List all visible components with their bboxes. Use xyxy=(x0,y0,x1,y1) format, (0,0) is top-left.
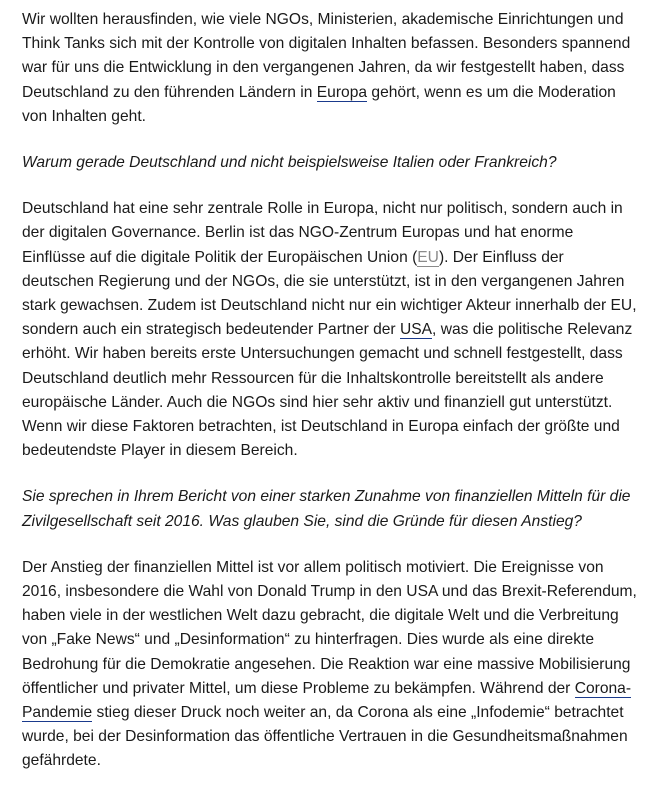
paragraph-text: Der Anstieg der finanziellen Mittel ist vor allem politisch motiviert. Die Ereignisse von 2016, insbesondere die Wahl von Donald Trump in den USA und das Brexit-Referendum, haben viele in der westlichen Welt dazu gebracht, die digitale Welt und die Verbreitung von „Fake News“ und „Desinformation“ zu hinterfragen. Dies wurde als eine direkte Bedrohung für die Demokratie angesehen. Die Reaktion war eine massive Mobilisierung öffentlicher und privater Mittel, um diese Probleme zu bekämpfen. Während der xyxy=(22,558,637,697)
link-europa[interactable]: Europa xyxy=(316,83,368,101)
paragraph-text: stieg dieser Druck noch weiter an, da Corona als eine „Infodemie“ betrachtet wurde, bei der Desinformation das öffentliche Vertrauen in die Gesundheitsmaßnahmen gefährdete. xyxy=(22,704,628,770)
interview-question-2: Sie sprechen in Ihrem Bericht von einer starken Zunahme von finanziellen Mitteln für die Zivilgesellschaft seit 2016. Was glauben Sie, sind die Gründe für diesen Anstieg? xyxy=(22,488,631,530)
link-corona-pandemie[interactable]: Corona-Pandemie xyxy=(22,679,632,722)
paragraph-answer-2 xyxy=(22,556,637,774)
interview-question-1: Warum gerade Deutschland und nicht beispielsweise Italien oder Frankreich? xyxy=(22,154,557,172)
paragraph-text: Wir wollten herausfinden, wie viele NGOs, Ministerien, akademische Einrichtungen und Think Tanks sich mit der Kontrolle von digitalen Inhalten befassen. Besonders spannend war für uns die Entwicklung in den vergangenen Jahren, da wir festgestellt haben, dass Deutschland zu den führenden Ländern in xyxy=(22,11,631,101)
paragraph-text: , was die politische Relevanz erhöht. Wir haben bereits erste Untersuchungen gemacht und schnell festgestellt, dass Deutschland deutlich mehr Ressourcen für die Inhaltskontrolle bereitstellt als andere europäische Länder. Auch die NGOs sind hier sehr aktiv und finanziell gut unterstützt. Wenn wir diese Faktoren betrachten, ist Deutschland in Europa einfach der größte und bedeutendste Player in diesem Bereich. xyxy=(22,321,633,460)
link-usa[interactable]: USA xyxy=(399,321,433,339)
paragraph-text: gehört, wenn es um die Moderation von Inhalten geht. xyxy=(22,83,616,125)
paragraph-intro xyxy=(22,8,637,129)
paragraph-text: Deutschland hat eine sehr zentrale Rolle in Europa, nicht nur politisch, sondern auch in der digitalen Governance. Berlin ist das NGO-Zentrum Europas und hat enorme Einflüsse auf die digitale Politik der Europäischen Union ( xyxy=(22,200,623,266)
link-eu[interactable]: EU xyxy=(417,248,439,266)
paragraph-answer-1 xyxy=(22,197,637,463)
paragraph-text: ). Der Einfluss der deutschen Regierung und der NGOs, die sie unterstützt, ist in den vergangenen Jahren stark gewachsen. Zudem ist Deutschland nicht nur ein wichtiger Akteur innerhalb der EU, sondern auch ein strategisch bedeutender Partner der xyxy=(22,248,637,339)
